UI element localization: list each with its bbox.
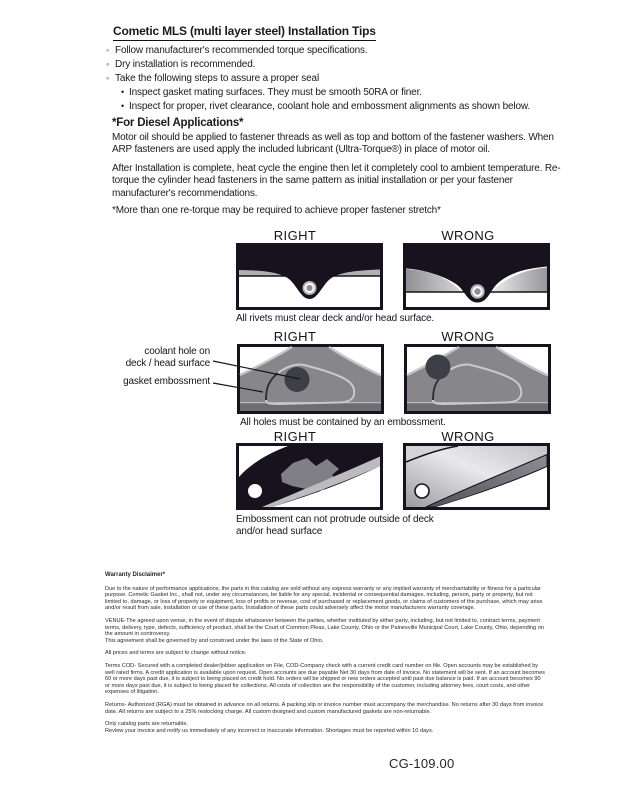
list-item [106, 72, 530, 86]
right-label-row1: RIGHT [273, 228, 317, 243]
open-bullet-icon: ◦ [106, 72, 110, 83]
wrong-label-row1: WRONG [441, 228, 495, 243]
warranty-paragraph: Review your invoice and notify us immediately of any incorrect or inaccurate information. Shortages must be reported within 10 days. [105, 727, 434, 734]
warranty-paragraph: This agreement shall be governed by and construed under the laws of the State of Ohio. [105, 637, 324, 644]
rivet-center [474, 288, 480, 294]
warranty-paragraph: Returns- Authorized (RGA) must be obtained in advance on all returns. A packing slip or invoice number must accompany the merchandise. No returns after 30 days from invoice date. All returns are subject to a 25% restocking charge. All custom designed and custom manufactured gaskets are non-returnable. [105, 701, 544, 715]
list-item [106, 86, 530, 100]
list-item [106, 100, 530, 114]
callout-gasket-embossment: gasket embossment [123, 376, 210, 387]
caption-rivets: All rivets must clear deck and/or head surface. [236, 313, 435, 324]
diagram-protrusion-right [236, 443, 383, 510]
coolant-hole [426, 355, 451, 380]
caption-protrusion [236, 514, 434, 539]
callout-line: coolant hole on [144, 346, 210, 357]
right-label-row3: RIGHT [273, 429, 317, 444]
filled-bullet-icon: • [121, 86, 125, 97]
caption-line: Embossment can not protrude outside of deck [236, 514, 434, 525]
diagram-embossment-wrong [404, 344, 551, 414]
diagram-rivet-wrong [403, 243, 550, 310]
diagram-rivet-right [236, 243, 383, 310]
instruction-list [106, 44, 530, 114]
diesel-paragraph-2: After Installation is complete, heat cycle the engine then let it completely cool to ambient temperature. Re-torque the cylinder head fasteners in the same pattern as initial installation or per your fastener manufacturer's recommendations. [112, 163, 561, 199]
bolt-hole [415, 484, 429, 498]
warranty-paragraph: All prices and terms are subject to change without notice. [105, 650, 247, 657]
gasket-edge-band [240, 403, 381, 411]
warranty-paragraph: Only catalog parts are returnable. [105, 721, 189, 728]
bullet-text: Dry installation is recommended. [115, 58, 256, 70]
caption-line: and/or head surface [236, 526, 323, 538]
list-item [106, 58, 530, 72]
bolt-hole [248, 484, 262, 498]
bullet-text: Follow manufacturer's recommended torque specifications. [115, 45, 368, 56]
wrong-label-row2: WRONG [441, 329, 495, 344]
callout-line: deck / head surface [125, 357, 210, 369]
bullet-text: Take the following steps to assure a proper seal [115, 72, 320, 84]
page-title: Cometic MLS (multi layer steel) Installation Tips [113, 24, 376, 41]
warranty-paragraph: VENUE-The agreed upon venue, in the event of dispute whatsoever between the parties, whether instituted by either party, including, but not limited to, contract terms, payment terms, delivery, type, defects, sufficiency of product, shall be the Court of Common Pleas, Lake County, Ohio or the Painesville Municipal Court, Lake County, Ohio, depending on the amount in controversy. [105, 617, 544, 638]
warranty-heading: Warranty Disclaimer* [105, 572, 166, 578]
right-label-row2: RIGHT [273, 329, 317, 344]
gasket-edge-band [407, 403, 548, 411]
page-code: CG-109.00 [389, 756, 455, 771]
callout-coolant-hole [95, 346, 210, 369]
rivet-center [306, 285, 312, 291]
diagram-protrusion-wrong [403, 443, 550, 510]
diesel-heading: *For Diesel Applications* [112, 117, 244, 129]
diesel-paragraph-1: Motor oil should be applied to fastener threads as well as top and bottom of the fastener washers. When ARP fasteners are used apply the included lubricant (Ultra-Torque®) in place of motor oil. [112, 132, 554, 156]
warranty-disclaimer [105, 572, 545, 740]
caption-holes: All holes must be contained by an embossment. [240, 417, 446, 428]
filled-bullet-icon: • [121, 100, 125, 111]
bullet-text: Inspect gasket mating surfaces. They must be smooth 50RA or finer. [129, 86, 422, 98]
warranty-paragraph: Terms COD- Secured with a completed dealer/jobber application on File, COD-Company check with a current credit card number on file. Open accounts may be established by well rated firms. A credit application is available upon request. Open accounts are due payable Net 30 days from date of invoice. No statement will be sent. If an account becomes 60 or more days past due, it is subject to being placed on credit hold. No orders will be shipped or new orders accepted until past due balance is paid. If an account becomes 90 or more days past due, it is subject to being placed for collections. All costs of collection are the responsibility of the customer, including attorney fees, court costs, and other expenses of litigation. [105, 662, 545, 696]
wrong-label-row3: WRONG [441, 429, 495, 444]
warranty-paragraph: Due to the nature of performance applications, the parts in this catalog are sold without any express warranty or any implied warranty of merchantability or fitness for a particular purpose. Cometic Gasket Inc., shall not, under any circumstances, be liable for any special, incidental or consequential damages, including, person, party or property, but not limited to, damage, or loss of property or equipment, loss of profits or revenue, cost of purchased or replacement goods, or claims of customers of the purchase, which may arise and/or result from sale, installation or use of these parts. Installation of these parts could adversely affect the motor manufacturers warranty coverage. [105, 585, 543, 612]
open-bullet-icon: ◦ [106, 45, 110, 55]
retorque-note: *More than one re-torque may be required to achieve proper fastener stretch* [112, 205, 441, 216]
list-item [106, 44, 530, 58]
bullet-text: Inspect for proper, rivet clearance, coolant hole and embossment alignments as shown below. [129, 100, 531, 112]
diagram-embossment-right [237, 344, 384, 414]
coolant-hole [285, 367, 310, 392]
open-bullet-icon: ◦ [106, 58, 110, 69]
